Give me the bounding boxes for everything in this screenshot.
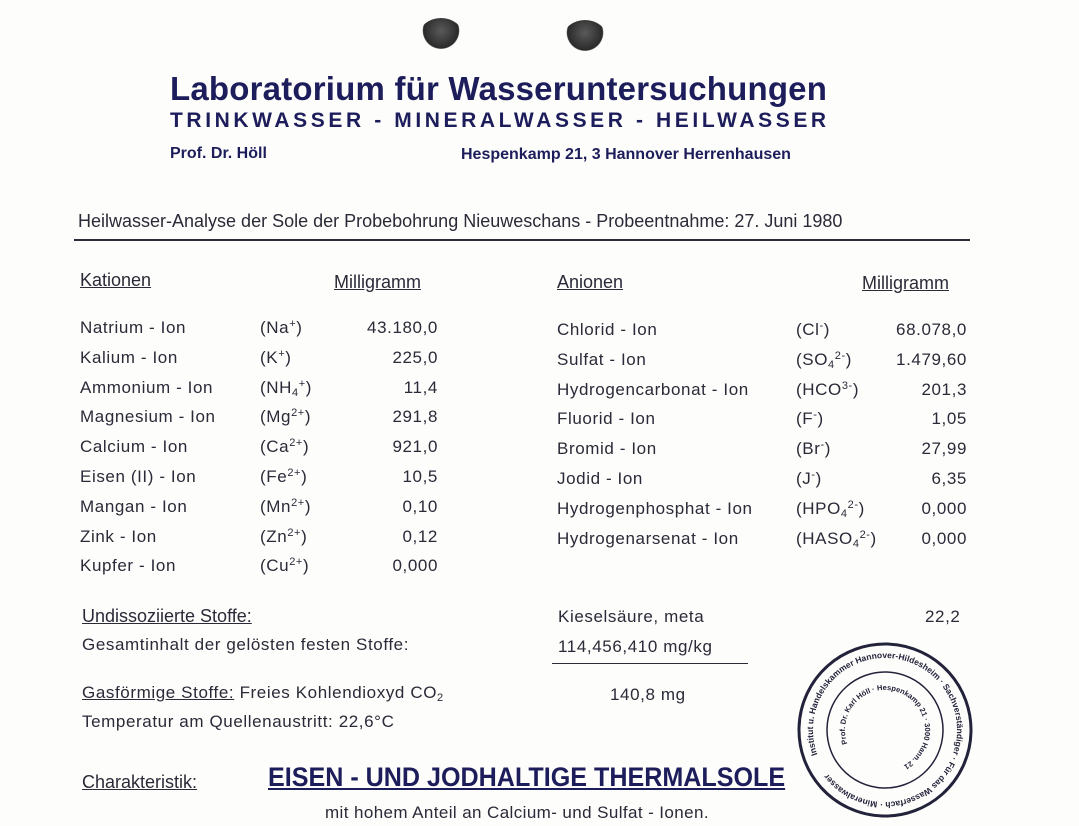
kationen-ion-value: 921,0 — [392, 437, 438, 457]
anionen-ion-value: 27,99 — [921, 439, 967, 459]
anionen-ion-value: 1,05 — [931, 409, 967, 429]
anionen-ion-formula: (J-) — [796, 469, 822, 488]
header-rule — [74, 239, 970, 241]
lab-title: Laboratorium für Wasseruntersuchungen — [170, 70, 828, 107]
formula-subscript: 4 — [292, 386, 299, 399]
formula-charge: - — [811, 469, 816, 481]
formula-base: Mg — [266, 407, 292, 427]
formula-charge: 2+ — [289, 437, 303, 450]
anionen-ion-value: 1.479,60 — [896, 349, 967, 369]
charakteristik-label: Charakteristik: — [82, 772, 198, 792]
formula-charge: + — [298, 377, 306, 390]
formula-charge: - — [820, 439, 825, 452]
kationen-ion-name: Magnesium - Ion — [80, 407, 216, 427]
anionen-ion-value: 201,3 — [921, 379, 967, 399]
stamp-outer-text: Institut u. Handelskammer Hannover-Hildesheim · Sachverständiger · Für das Wasserfach · Mineralwasser — [804, 649, 966, 811]
anionen-header: Anionen — [557, 272, 624, 292]
formula-base: NH — [266, 377, 293, 397]
formula-charge: 2+ — [291, 407, 305, 420]
anionen-ion-name: Jodid - Ion — [557, 469, 643, 488]
kationen-ion-value: 225,0 — [392, 347, 438, 367]
formula-base: F — [802, 409, 814, 429]
gas-text-sub: 2 — [437, 692, 444, 704]
formula-base: Mn — [266, 496, 292, 516]
anionen-ion-value: 6,35 — [931, 469, 967, 488]
anionen-ion-formula: (Cl-) — [796, 320, 831, 339]
stamp-inner-text: Prof. Dr. Karl Höll · Hespenkamp 21 · 3000 Hann. 21 — [837, 682, 933, 772]
anionen-ion-value: 68.078,0 — [896, 320, 967, 339]
anionen-ion-name: Sulfat - Ion — [557, 349, 647, 369]
kationen-ion-name: Ammonium - Ion — [80, 377, 214, 397]
svg-text:Prof. Dr. Karl Höll · Hespenka — [825, 670, 945, 790]
anionen-ion-formula: $(HASO_4^{2-})$ — [796, 528, 877, 550]
kationen-ion-value: 11,4 — [403, 377, 438, 397]
anionen-ion-formula: $(HCO^{3-})$ — [796, 379, 860, 399]
formula-base: Na — [266, 318, 290, 337]
gas-label: Gasförmige Stoffe: — [82, 683, 235, 702]
formula-charge: 2+ — [291, 496, 305, 509]
kationen-ion-name: Kupfer - Ion — [80, 556, 177, 576]
punch-hole-right — [563, 20, 607, 56]
anionen-ion-formula: (F-) — [796, 409, 824, 429]
kationen-header: Kationen — [80, 270, 152, 290]
formula-charge: 3- — [841, 379, 853, 392]
formula-base: J — [802, 469, 812, 488]
kationen-ion-formula: (K+) — [260, 347, 292, 367]
formula-base: HCO — [802, 379, 842, 399]
formula-subscript: 4 — [828, 358, 835, 371]
anionen-ion-formula: $(HPO_4^{2-})$ — [796, 498, 865, 520]
anionen-ion-formula: $(SO_4^{2-})$ — [796, 349, 852, 371]
lab-subtitle: TRINKWASSER - MINERALWASSER - HEILWASSER — [170, 109, 830, 132]
anionen-ion-formula: (Br-) — [796, 439, 831, 459]
gas-row — [82, 683, 444, 704]
anionen-ion-value: 0,000 — [921, 498, 967, 518]
formula-subscript: 4 — [852, 537, 860, 550]
kationen-ion-name: Eisen (II) - Ion — [80, 467, 197, 486]
kationen-ion-value: 0,12 — [402, 526, 438, 546]
gas-value: 140,8 mg — [610, 685, 686, 704]
undissoziiert-label: Undissoziierte Stoffe: — [82, 606, 252, 626]
kationen-ion-formula: $(Mn^{2+})$ — [260, 496, 312, 516]
kationen-ion-value: 10,5 — [402, 467, 438, 486]
formula-charge: 2- — [859, 528, 871, 541]
anionen-unit-header: Milligramm — [862, 273, 949, 293]
formula-subscript: 4 — [840, 507, 848, 520]
anionen-ion-name: Hydrogenarsenat - Ion — [557, 528, 739, 548]
anionen-ion-name: Hydrogencarbonat - Ion — [557, 379, 749, 399]
formula-charge: - — [813, 409, 818, 422]
temperature-line: Temperatur am Quellenaustritt: 22,6°C — [82, 712, 395, 731]
kationen-ion-name: Kalium - Ion — [80, 347, 178, 367]
kationen-ion-name: Zink - Ion — [80, 526, 157, 546]
kationen-ion-name: Mangan - Ion — [80, 496, 188, 516]
formula-charge: - — [819, 320, 824, 332]
total-rule — [552, 663, 748, 664]
kationen-ion-name: Calcium - Ion — [80, 437, 188, 457]
formula-charge: 2- — [847, 498, 859, 511]
formula-charge: + — [278, 347, 286, 360]
formula-charge: 2+ — [289, 556, 303, 569]
gesamt-value: 114,456,410 mg/kg — [558, 637, 713, 656]
charakteristik-headline: EISEN - UND JODHALTIGE THERMALSOLE — [268, 762, 786, 792]
formula-charge: 2- — [834, 349, 846, 362]
kationen-ion-name: Natrium - Ion — [80, 318, 187, 337]
formula-base: Fe — [266, 467, 288, 486]
formula-base: Zn — [266, 526, 288, 546]
formula-base: Cu — [266, 556, 290, 576]
kationen-ion-formula: (Na+) — [260, 318, 303, 337]
formula-base: SO — [802, 349, 829, 369]
kationen-ion-formula: $(Ca^{2+})$ — [260, 437, 310, 457]
kationen-ion-value: 0,10 — [402, 496, 438, 516]
anionen-ion-name: Hydrogenphosphat - Ion — [557, 498, 753, 518]
anionen-ion-name: Fluorid - Ion — [557, 409, 656, 429]
kieselsaeure-label: Kieselsäure, meta — [558, 607, 705, 626]
kationen-ion-formula: $(Mg^{2+})$ — [260, 407, 312, 427]
punch-hole-left — [419, 18, 463, 54]
kationen-ion-formula: $(Cu^{2+})$ — [260, 556, 310, 576]
anionen-ion-name: Chlorid - Ion — [557, 320, 658, 339]
kationen-ion-value: 291,8 — [392, 407, 438, 427]
kationen-ion-value: 43.180,0 — [367, 318, 438, 337]
formula-base: K — [266, 347, 279, 367]
formula-base: Br — [802, 439, 821, 459]
formula-charge: 2+ — [287, 467, 302, 479]
formula-base: HASO — [802, 528, 853, 548]
formula-charge: 2+ — [287, 526, 302, 539]
kationen-ion-formula: $(Fe^{2+})$ — [260, 467, 308, 486]
analysis-line: Heilwasser-Analyse der Sole der Probebohrung Nieuweschans - Probeentnahme: 27. Juni 1980 — [78, 211, 843, 231]
kationen-ion-formula: $(NH_4^+)$ — [260, 377, 313, 399]
anionen-ion-value: 0,000 — [921, 528, 967, 548]
gesamt-label: Gesamtinhalt der gelösten festen Stoffe: — [82, 635, 410, 654]
kationen-unit-header: Milligramm — [334, 272, 421, 292]
formula-base: Cl — [802, 320, 820, 339]
kationen-ion-formula: $(Zn^{2+})$ — [260, 526, 308, 546]
svg-text:Institut u. Handelskammer Hann — [795, 640, 975, 820]
anionen-ion-name: Bromid - Ion — [557, 439, 657, 459]
gas-text: Freies Kohlendioxyd CO — [239, 683, 438, 702]
lab-address: Hespenkamp 21, 3 Hannover Herrenhausen — [461, 146, 791, 163]
professor-name: Prof. Dr. Höll — [170, 145, 267, 162]
formula-charge: + — [289, 318, 297, 330]
charakteristik-subline: mit hohem Anteil an Calcium- und Sulfat - Ionen. — [325, 803, 709, 822]
official-stamp — [795, 640, 975, 820]
kationen-ion-value: 0,000 — [392, 556, 438, 576]
kieselsaeure-value: 22,2 — [925, 607, 961, 626]
formula-base: Ca — [266, 437, 290, 457]
formula-base: HPO — [802, 498, 841, 518]
